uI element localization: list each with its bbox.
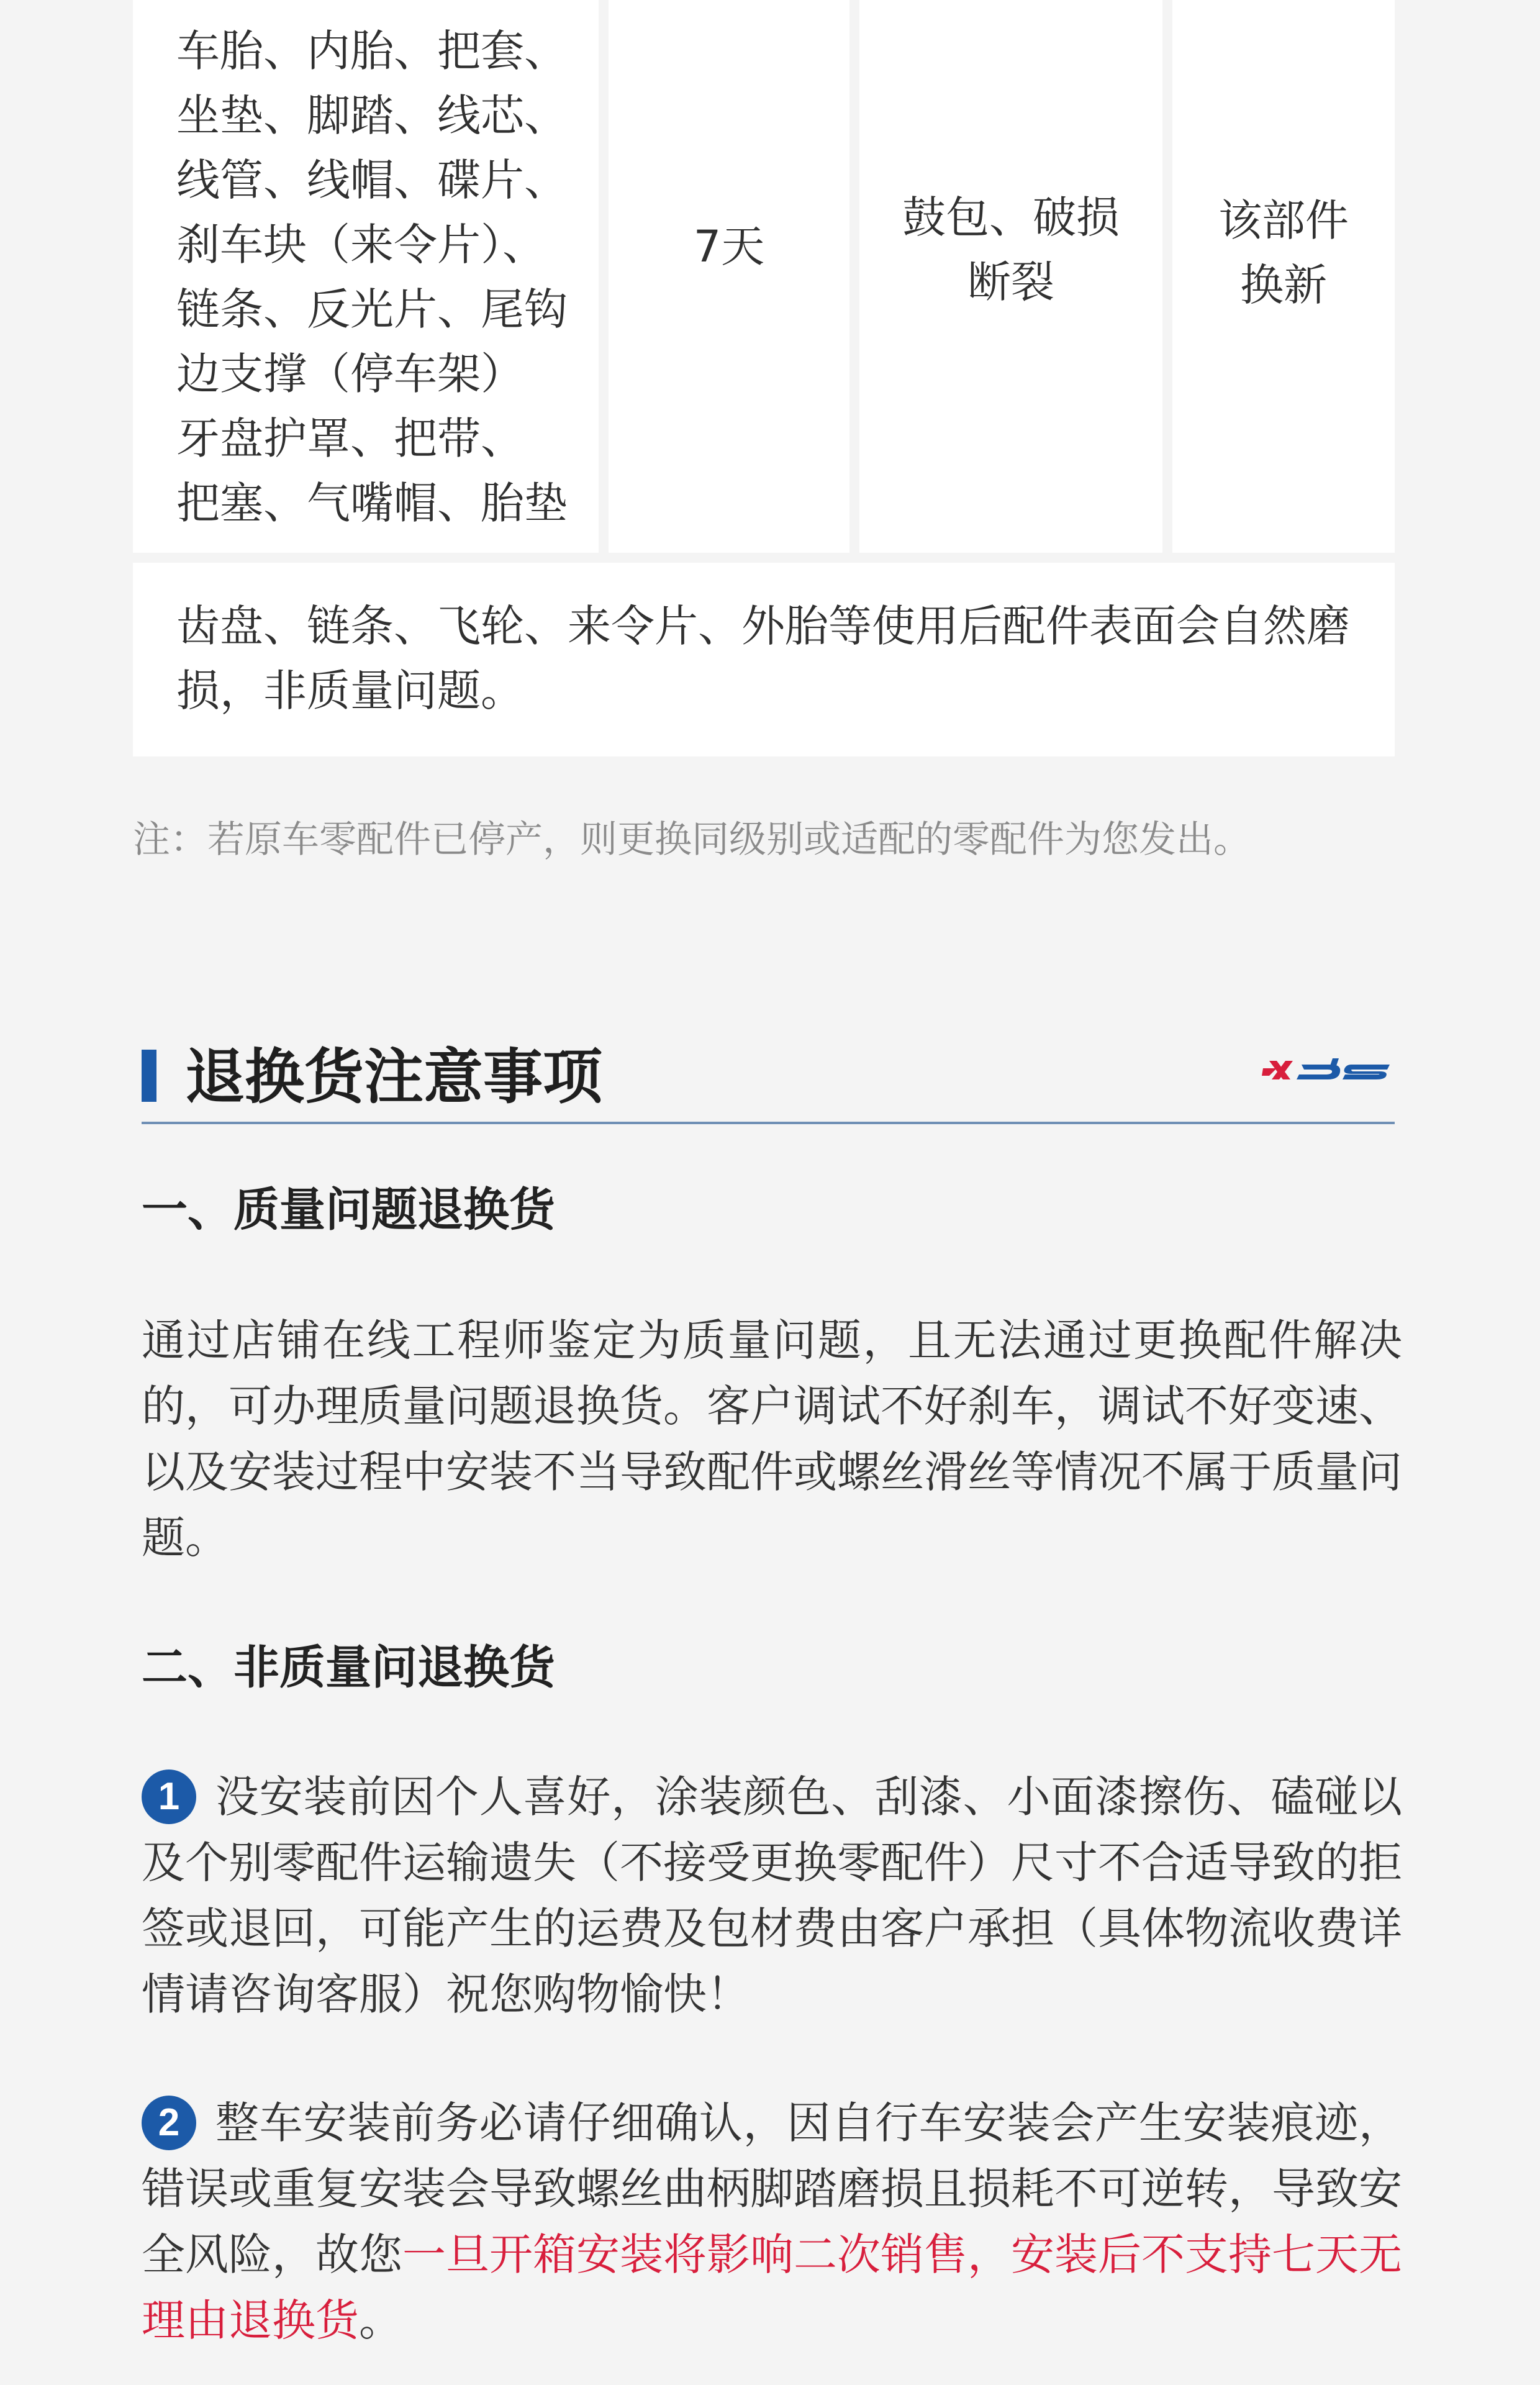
parts-line: 链条、反光片、尾钩 bbox=[176, 284, 568, 335]
parts-cell bbox=[133, 0, 599, 553]
parts-line: 车胎、内胎、把套、 bbox=[176, 25, 568, 76]
subheading-non-quality-returns: 二、非质量问退换货 bbox=[142, 1641, 555, 1694]
solution-text bbox=[1172, 188, 1395, 317]
brand-logo bbox=[1258, 1056, 1395, 1087]
problem-cell bbox=[859, 0, 1162, 553]
parts-line: 刹车块（来令片）、 bbox=[176, 219, 546, 270]
parts-line: 坐垫、脚踏、线芯、 bbox=[176, 90, 568, 141]
section-heading bbox=[142, 1031, 1395, 1124]
item-1-text: 没安装前因个人喜好，涂装颜色、刮漆、小面漆擦伤、磕碰以及个别零配件运输遗失（不接受更换零配件）尺寸不合适导致的拒签或退回，可能产生的运费及包材费由客户承担（具体物流收费详情请咨询客服）祝您购物愉快！ bbox=[142, 1771, 1402, 2020]
period-cell bbox=[609, 0, 849, 553]
section-title: 退换货注意事项 bbox=[185, 1042, 602, 1112]
item-2-text-end: 。 bbox=[359, 2295, 402, 2346]
problem-text bbox=[859, 185, 1162, 314]
warranty-table bbox=[133, 0, 1395, 756]
non-quality-item-2 bbox=[142, 2090, 1402, 2353]
item-2-text: 整车安装前务必请仔细确认，因自行车安装会产生安装痕迹，错误或重复安装会导致螺丝曲柄脚踏磨损且损耗不可逆转，导致安全风险，故您 bbox=[142, 2097, 1402, 2280]
solution-line: 该部件 bbox=[1218, 195, 1349, 246]
parts-line: 边支撑（停车架） bbox=[176, 348, 524, 399]
discontinued-parts-note: 注：若原车零配件已停产，则更换同级别或适配的零配件为您发出。 bbox=[133, 818, 1251, 861]
item-2-warning-text: 一旦开箱安装将影响二次销售，安装后不支持七天无理由退换货 bbox=[142, 2229, 1402, 2346]
wear-note-text: 齿盘、链条、飞轮、来令片、外胎等使用后配件表面会自然磨损，非质量问题。 bbox=[176, 601, 1350, 716]
number-badge-2-icon: 2 bbox=[142, 2096, 196, 2150]
problem-line: 断裂 bbox=[967, 257, 1054, 307]
non-quality-item-1 bbox=[142, 1764, 1402, 2027]
heading-accent-bar bbox=[142, 1050, 156, 1102]
parts-line: 把塞、气嘴帽、胎垫 bbox=[176, 478, 568, 529]
solution-cell bbox=[1172, 0, 1395, 553]
number-badge-1-icon: 1 bbox=[142, 1769, 196, 1824]
quality-returns-paragraph: 通过店铺在线工程师鉴定为质量问题，且无法通过更换配件解决的，可办理质量问题退换货。客户调试不好刹车，调试不好变速、以及安装过程中安装不当导致配件或螺丝滑丝等情况不属于质量问题。 bbox=[142, 1315, 1402, 1563]
wear-note-cell bbox=[133, 563, 1395, 756]
period-text: 7天 bbox=[693, 221, 765, 272]
parts-line: 线管、线帽、碟片、 bbox=[176, 155, 568, 206]
subheading-quality-returns: 一、质量问题退换货 bbox=[142, 1183, 555, 1237]
parts-line: 牙盘护罩、把带、 bbox=[176, 413, 524, 464]
problem-line: 鼓包、破损 bbox=[902, 192, 1120, 243]
solution-line: 换新 bbox=[1240, 260, 1327, 311]
